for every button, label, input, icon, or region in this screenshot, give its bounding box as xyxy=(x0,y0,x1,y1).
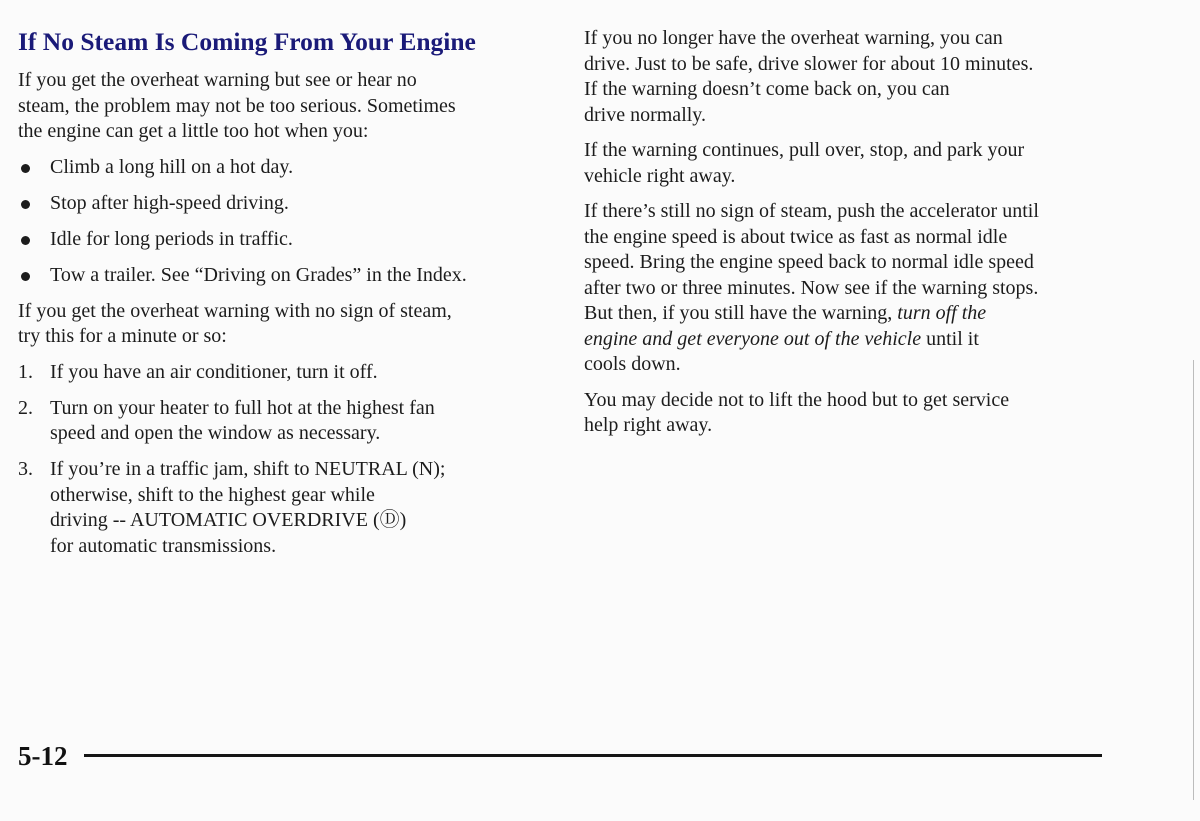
emphasis-text: turn off the xyxy=(897,302,987,324)
step-item: 3. If you’re in a traffic jam, shift to NEUTRAL (N); otherwise, shift to the highest gear while driving -- AUTOMATIC OVERDRIVE (Ⓓ) for automatic transmissions. xyxy=(18,458,446,557)
emphasis-text: engine and get everyone out of the vehicle xyxy=(584,327,922,350)
list-item: Stop after high-speed driving. xyxy=(18,191,538,217)
no-warning-paragraph: If you no longer have the overheat warning, you can drive. Just to be safe, drive slower for about 10 minutes. If the warning doesn’t come back on, you can drive normally. xyxy=(584,27,1034,126)
right-column xyxy=(584,26,1109,449)
list-item: Idle for long periods in traffic. xyxy=(18,227,538,253)
try-paragraph: If you get the overheat warning with no sign of steam, try this for a minute or so: xyxy=(18,299,452,347)
steps-list xyxy=(18,360,538,560)
step-item: 1. If you have an air conditioner, turn it off. xyxy=(18,360,538,386)
footer-divider xyxy=(84,754,1102,757)
bullet-icon xyxy=(21,164,30,173)
step-item: 2. Turn on your heater to full hot at the highest fan speed and open the window as necessary. xyxy=(18,396,435,444)
bullet-icon xyxy=(21,236,30,245)
list-item: Tow a trailer. See “Driving on Grades” in the Index. xyxy=(18,263,538,289)
service-paragraph: You may decide not to lift the hood but to get service help right away. xyxy=(584,388,1010,436)
page-edge-divider xyxy=(1193,360,1194,800)
section-heading: If No Steam Is Coming From Your Engine xyxy=(18,27,476,56)
page-number: 5-12 xyxy=(18,741,68,771)
list-item: Climb a long hill on a hot day. xyxy=(18,155,538,181)
left-column xyxy=(18,26,538,570)
step-number: 3. xyxy=(18,458,33,480)
warning-continues-paragraph: If the warning continues, pull over, stop, and park your vehicle right away. xyxy=(584,139,1025,187)
bullet-icon xyxy=(21,200,30,209)
accelerator-paragraph: If there’s still no sign of steam, push the accelerator until the engine speed is about twice as fast as normal idle speed. Bring the engine speed back to normal idle speed after two or three minutes. Now see if the warning stops. But then, if you still have the warning, turn off the engine and get everyone out of the vehicle until it cools down. xyxy=(584,200,1039,375)
bullet-icon xyxy=(21,272,30,281)
conditions-list xyxy=(18,155,538,289)
step-number: 2. xyxy=(18,396,33,419)
step-number: 1. xyxy=(18,360,33,383)
intro-paragraph: If you get the overheat warning but see or hear no steam, the problem may not be too serious. Sometimes the engine can get a little too hot when you: xyxy=(18,69,456,142)
